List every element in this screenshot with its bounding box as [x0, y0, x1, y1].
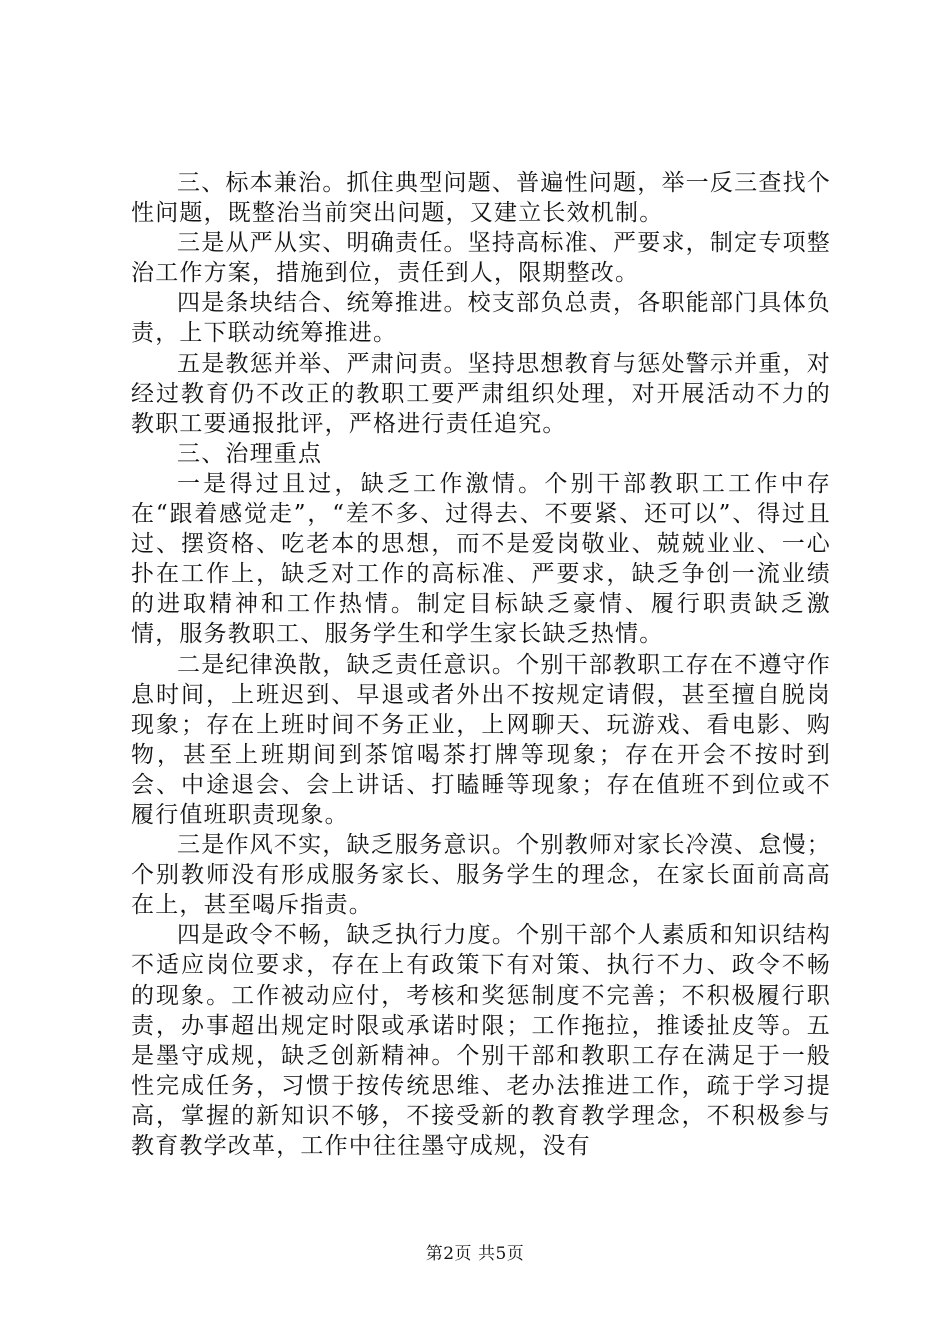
- paragraph-9: 四是政令不畅，缺乏执行力度。个别干部个人素质和知识结构不适应岗位要求，存在上有政策下有对策、执行不力、政令不畅的现象。工作被动应付，考核和奖惩制度不完善；不积极履行职责，办事超出规定时限或承诺时限；工作拖拉，推诿扯皮等。五是墨守成规，缺乏创新精神。个别干部和教职工存在满足于一般性完成任务，习惯于按传统思维、老办法推进工作，疏于学习提高，掌握的新知识不够，不接受新的教育教学理念，不积极参与教育教学改革，工作中往往墨守成规，没有: [131, 922, 831, 1159]
- paragraph-6: 一是得过且过，缺乏工作激情。个别干部教职工工作中存在“跟着感觉走”，“差不多、过得去、不要紧、还可以”、得过且过、摆资格、吃老本的思想，而不是爱岗敬业、兢兢业业、一心扑在工作上，缺乏对工作的高标准、严要求，缺乏争创一流业绩的进取精神和工作热情。制定目标缺乏豪情、履行职责缺乏激情，服务教职工、服务学生和学生家长缺乏热情。: [131, 470, 831, 648]
- document-body: [131, 168, 831, 1161]
- paragraph-3: 四是条块结合、统筹推进。校支部负总责，各职能部门具体负责，上下联动统筹推进。: [131, 290, 831, 347]
- paragraph-8: 三是作风不实，缺乏服务意识。个别教师对家长冷漠、怠慢；个别教师没有形成服务家长、服务学生的理念，在家长面前高高在上，甚至喝斥指责。: [131, 832, 831, 919]
- page-number-footer: 第2页 共5页: [425, 1244, 525, 1264]
- paragraph-4: 五是教惩并举、严肃问责。坚持思想教育与惩处警示并重，对经过教育仍不改正的教职工要严肃组织处理，对开展活动不力的教职工要通报批评，严格进行责任追究。: [131, 350, 831, 437]
- section-heading: 三、治理重点: [177, 440, 323, 467]
- paragraph-2: 三是从严从实、明确责任。坚持高标准、严要求，制定专项整治工作方案，措施到位，责任到人，限期整改。: [131, 230, 831, 287]
- paragraph-1: 三、标本兼治。抓住典型问题、普遍性问题，举一反三查找个性问题，既整治当前突出问题，又建立长效机制。: [131, 170, 831, 227]
- paragraph-7: 二是纪律涣散，缺乏责任意识。个别干部教职工存在不遵守作息时间，上班迟到、早退或者外出不按规定请假，甚至擅自脱岗现象；存在上班时间不务正业，上网聊天、玩游戏、看电影、购物，甚至上班期间到茶馆喝茶打牌等现象；存在开会不按时到会、中途退会、会上讲话、打瞌睡等现象；存在值班不到位或不履行值班职责现象。: [131, 651, 831, 828]
